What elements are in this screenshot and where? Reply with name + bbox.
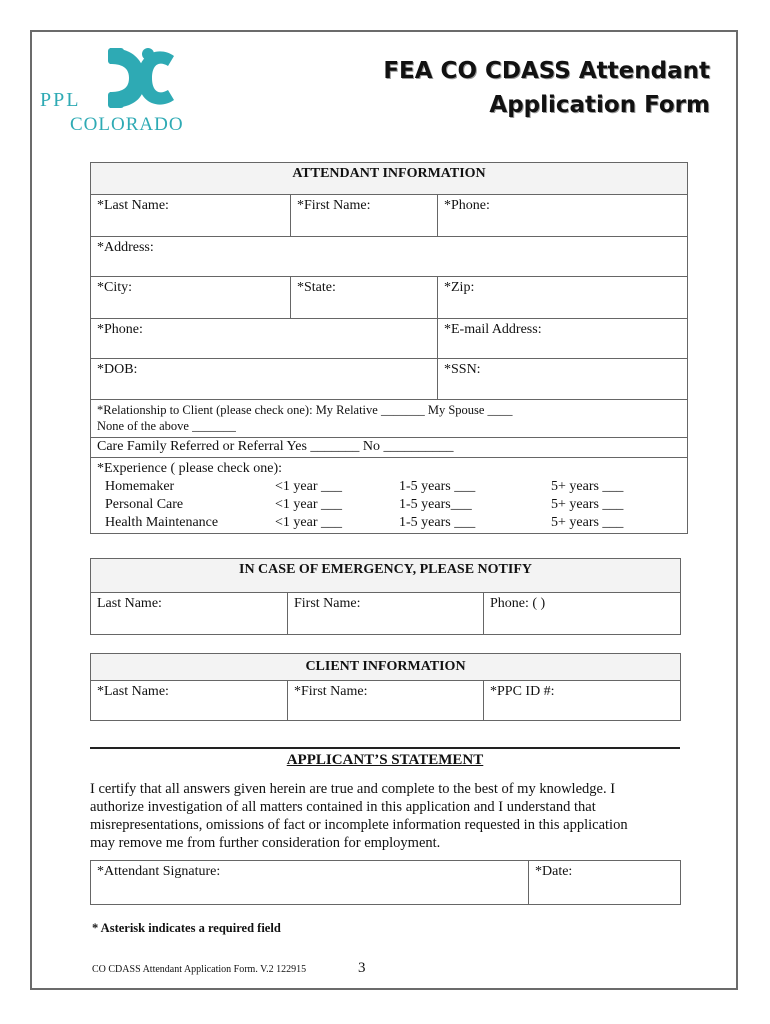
experience-label: *Experience ( please check one):: [97, 461, 283, 476]
emergency-first-name-field[interactable]: First Name:: [288, 593, 484, 635]
attendant-phone2-field[interactable]: *Phone:: [91, 319, 438, 359]
emergency-phone-field[interactable]: Phone: ( ): [484, 593, 681, 635]
attendant-first-name-field[interactable]: *First Name:: [291, 195, 438, 237]
logo-graphic: [38, 46, 228, 136]
footer-form-id: CO CDASS Attendant Application Form. V.2 122915: [92, 964, 307, 975]
experience-option[interactable]: 5+ years ___: [551, 515, 624, 530]
form-title-line1: FEA CO CDASS Attendant: [383, 58, 710, 84]
logo-text-colorado: COLORADO: [70, 114, 184, 135]
experience-option[interactable]: <1 year ___: [275, 479, 342, 494]
attendant-dob-field[interactable]: *DOB:: [91, 359, 438, 400]
client-information-table: [90, 653, 681, 721]
experience-category: Homemaker: [105, 479, 175, 494]
signature-date-field[interactable]: *Date:: [529, 861, 681, 905]
emergency-last-name-field[interactable]: Last Name:: [91, 593, 288, 635]
ppl-colorado-logo: [38, 46, 228, 136]
experience-field[interactable]: [91, 458, 688, 534]
experience-option[interactable]: 1-5 years ___: [399, 479, 476, 494]
required-field-note: * Asterisk indicates a required field: [92, 921, 281, 935]
client-header: CLIENT INFORMATION: [91, 654, 681, 681]
attendant-ssn-field[interactable]: *SSN:: [438, 359, 688, 400]
statement-body: [90, 780, 680, 852]
experience-option[interactable]: 5+ years ___: [551, 479, 624, 494]
statement-line: may remove me from further consideration for employment.: [90, 835, 441, 851]
attendant-last-name-field[interactable]: *Last Name:: [91, 195, 291, 237]
experience-option[interactable]: <1 year ___: [275, 497, 342, 512]
statement-title-text: APPLICANT’S STATEMENT: [286, 752, 484, 768]
relationship-line2: None of the above _______: [97, 419, 236, 433]
referral-field[interactable]: Care Family Referred or Referral Yes _______ No __________: [91, 438, 688, 458]
experience-option[interactable]: 1-5 years___: [399, 497, 472, 512]
attendant-city-field[interactable]: *City:: [91, 277, 291, 319]
relationship-line1: *Relationship to Client (please check one): My Relative _______ My Spouse ____: [97, 403, 513, 417]
statement-title: [90, 752, 680, 769]
signature-table: [90, 860, 681, 905]
client-last-name-field[interactable]: *Last Name:: [91, 681, 288, 721]
statement-divider: [90, 747, 680, 749]
logo-text-ppl: PPL: [40, 89, 81, 111]
form-title-line2: Application Form: [489, 92, 710, 118]
statement-line: I certify that all answers given herein are true and complete to the best of my knowledge. I: [90, 781, 616, 797]
emergency-header: IN CASE OF EMERGENCY, PLEASE NOTIFY: [91, 559, 681, 593]
experience-option[interactable]: 1-5 years ___: [399, 515, 476, 530]
page-number: 3: [358, 960, 366, 976]
experience-option[interactable]: <1 year ___: [275, 515, 342, 530]
experience-grid: [105, 478, 681, 532]
experience-category: Health Maintenance: [105, 515, 219, 530]
client-first-name-field[interactable]: *First Name:: [288, 681, 484, 721]
experience-option[interactable]: 5+ years ___: [551, 497, 624, 512]
attendant-address-field[interactable]: *Address:: [91, 237, 688, 277]
attendant-signature-field[interactable]: *Attendant Signature:: [91, 861, 529, 905]
experience-category: Personal Care: [105, 497, 184, 512]
statement-line: authorize investigation of all matters contained in this application and I understand that: [90, 799, 596, 815]
attendant-phone-field[interactable]: *Phone:: [438, 195, 688, 237]
attendant-email-field[interactable]: *E-mail Address:: [438, 319, 688, 359]
statement-line: misrepresentations, omissions of fact or incomplete information requested in this application: [90, 817, 628, 833]
client-ppc-id-field[interactable]: *PPC ID #:: [484, 681, 681, 721]
attendant-state-field[interactable]: *State:: [291, 277, 438, 319]
attendant-information-table: [90, 162, 688, 534]
attendant-zip-field[interactable]: *Zip:: [438, 277, 688, 319]
emergency-contact-table: [90, 558, 681, 635]
relationship-field[interactable]: [91, 400, 688, 438]
attendant-header: ATTENDANT INFORMATION: [91, 163, 688, 195]
